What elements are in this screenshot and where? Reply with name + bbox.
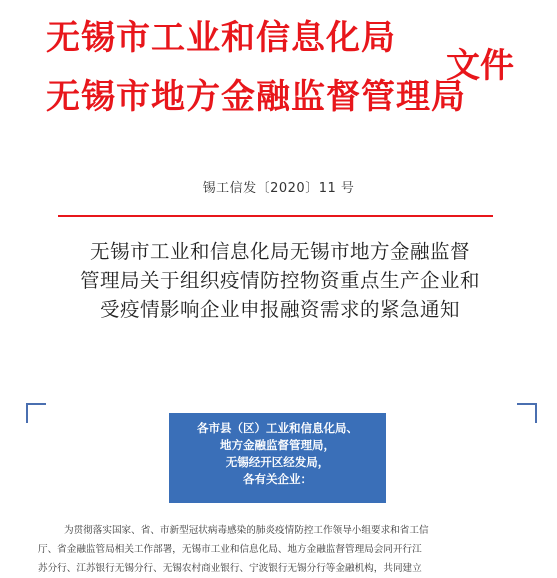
addressee-box	[169, 413, 386, 503]
body-line: 苏分行、江苏银行无锡分行、无锡农村商业银行、宁波银行无锡分行等金融机构，共同建立	[38, 563, 422, 574]
title-line: 受疫情影响企业申报融资需求的紧急通知	[99, 298, 460, 321]
corner-bracket-left	[26, 403, 46, 423]
document-number: 锡工信发〔2020〕11 号	[202, 181, 355, 196]
document-label: 文件	[446, 46, 514, 86]
title-line: 管理局关于组织疫情防控物资重点生产企业和	[79, 269, 480, 292]
notice-title	[60, 237, 500, 324]
corner-bracket-right	[517, 403, 537, 423]
addressee-line: 地方金融监督管理局，	[220, 438, 335, 452]
title-line: 无锡市工业和信息化局无锡市地方金融监督	[89, 240, 470, 263]
body-paragraph	[38, 521, 522, 578]
body-line: 厅、省金融监管局相关工作部署，无锡市工业和信息化局、地方金融监督管理局会同开行江	[38, 544, 422, 555]
addressee-line: 无锡经开区经发局，	[225, 455, 330, 469]
issuer-name-industry-bureau: 无锡市工业和信息化局	[46, 18, 396, 58]
issuer-name-finance-bureau: 无锡市地方金融监督管理局	[46, 77, 466, 117]
addressee-line: 各有关企业：	[243, 472, 312, 486]
body-line: 为贯彻落实国家、省、市新型冠状病毒感染的肺炎疫情防控工作领导小组要求和省工信	[64, 525, 429, 536]
red-divider	[58, 215, 493, 217]
addressee-line: 各市县（区）工业和信息化局、	[197, 421, 358, 435]
